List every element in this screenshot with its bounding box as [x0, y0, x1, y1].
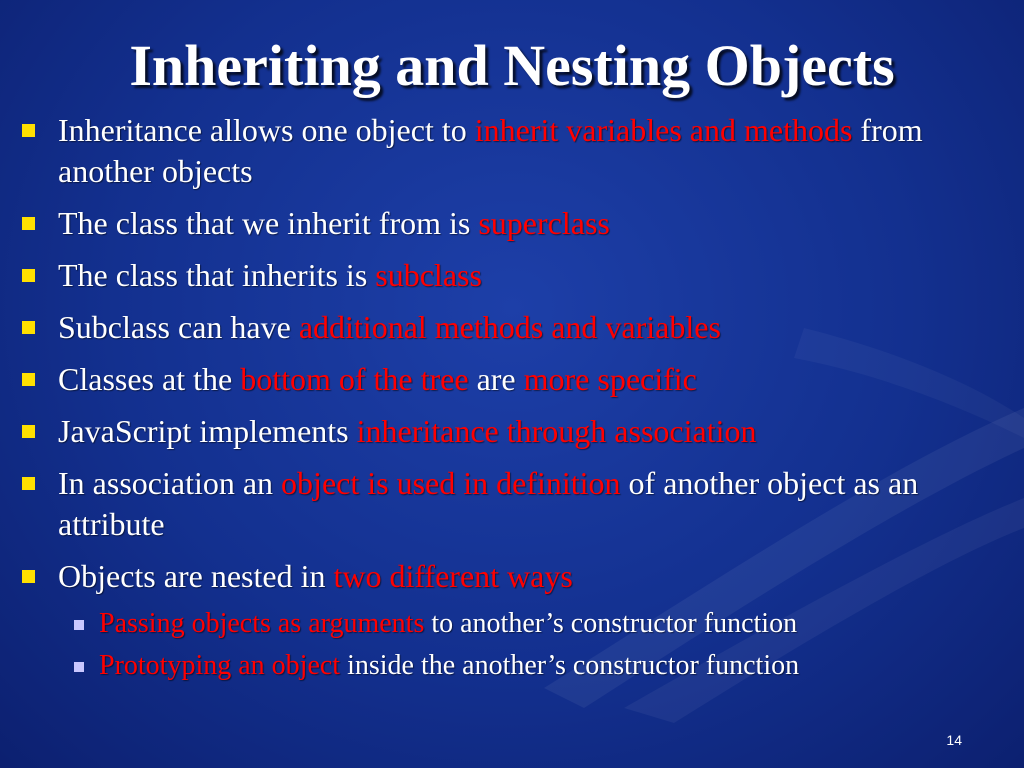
bullet-item: [18, 556, 1008, 597]
bullet-text: Inheritance allows one object to: [58, 112, 475, 148]
bullet-text: from another objects: [58, 112, 923, 189]
bullet-item: [18, 110, 1008, 192]
bullet-text: of another object as an attribute: [58, 465, 919, 542]
bullet-list: [18, 110, 1008, 692]
sub-bullet-text: to another’s constructor function: [424, 608, 798, 639]
bullet-highlight: bottom of the tree: [240, 361, 469, 397]
square-bullet-icon: [22, 124, 35, 137]
square-sub-bullet-icon: [74, 620, 84, 630]
square-bullet-icon: [22, 373, 35, 386]
bullet-text: JavaScript implements: [58, 413, 357, 449]
square-bullet-icon: [22, 425, 35, 438]
bullet-text: The class that inherits is: [58, 257, 376, 293]
bullet-text: Objects are nested in: [58, 558, 334, 594]
square-bullet-icon: [22, 477, 35, 490]
bullet-highlight: object is used in definition: [281, 465, 621, 501]
sub-bullet-highlight: Passing objects as arguments: [99, 608, 425, 639]
bullet-text: In association an: [58, 465, 282, 501]
sub-bullet-item: [18, 606, 1008, 642]
sub-bullet-text: inside the another’s constructor function: [340, 650, 800, 681]
bullet-highlight: more specific: [523, 361, 697, 397]
bullet-highlight: inherit variables and methods: [474, 112, 853, 148]
square-bullet-icon: [22, 269, 35, 282]
bullet-text: The class that we inherit from is: [58, 205, 479, 241]
sub-bullet-highlight: Prototyping an object: [99, 650, 341, 681]
bullet-text: Classes at the: [58, 361, 241, 397]
square-bullet-icon: [22, 570, 35, 583]
bullet-highlight: subclass: [375, 257, 482, 293]
bullet-text: are: [468, 361, 524, 397]
page-number: 14: [946, 732, 962, 748]
bullet-highlight: two different ways: [333, 558, 573, 594]
bullet-item: [18, 463, 1008, 545]
sub-bullet-item: [18, 648, 1008, 684]
square-bullet-icon: [22, 217, 35, 230]
bullet-highlight: inheritance through association: [356, 413, 757, 449]
bullet-item: [18, 203, 1008, 244]
slide-title: Inheriting and Nesting Objects: [129, 33, 895, 98]
bullet-highlight: superclass: [478, 205, 610, 241]
bullet-item: [18, 307, 1008, 348]
bullet-highlight: additional methods and variables: [298, 309, 721, 345]
bullet-text: Subclass can have: [58, 309, 299, 345]
bullet-item: [18, 411, 1008, 452]
bullet-item: [18, 255, 1008, 296]
square-sub-bullet-icon: [74, 662, 84, 672]
bullet-item: [18, 359, 1008, 400]
square-bullet-icon: [22, 321, 35, 334]
